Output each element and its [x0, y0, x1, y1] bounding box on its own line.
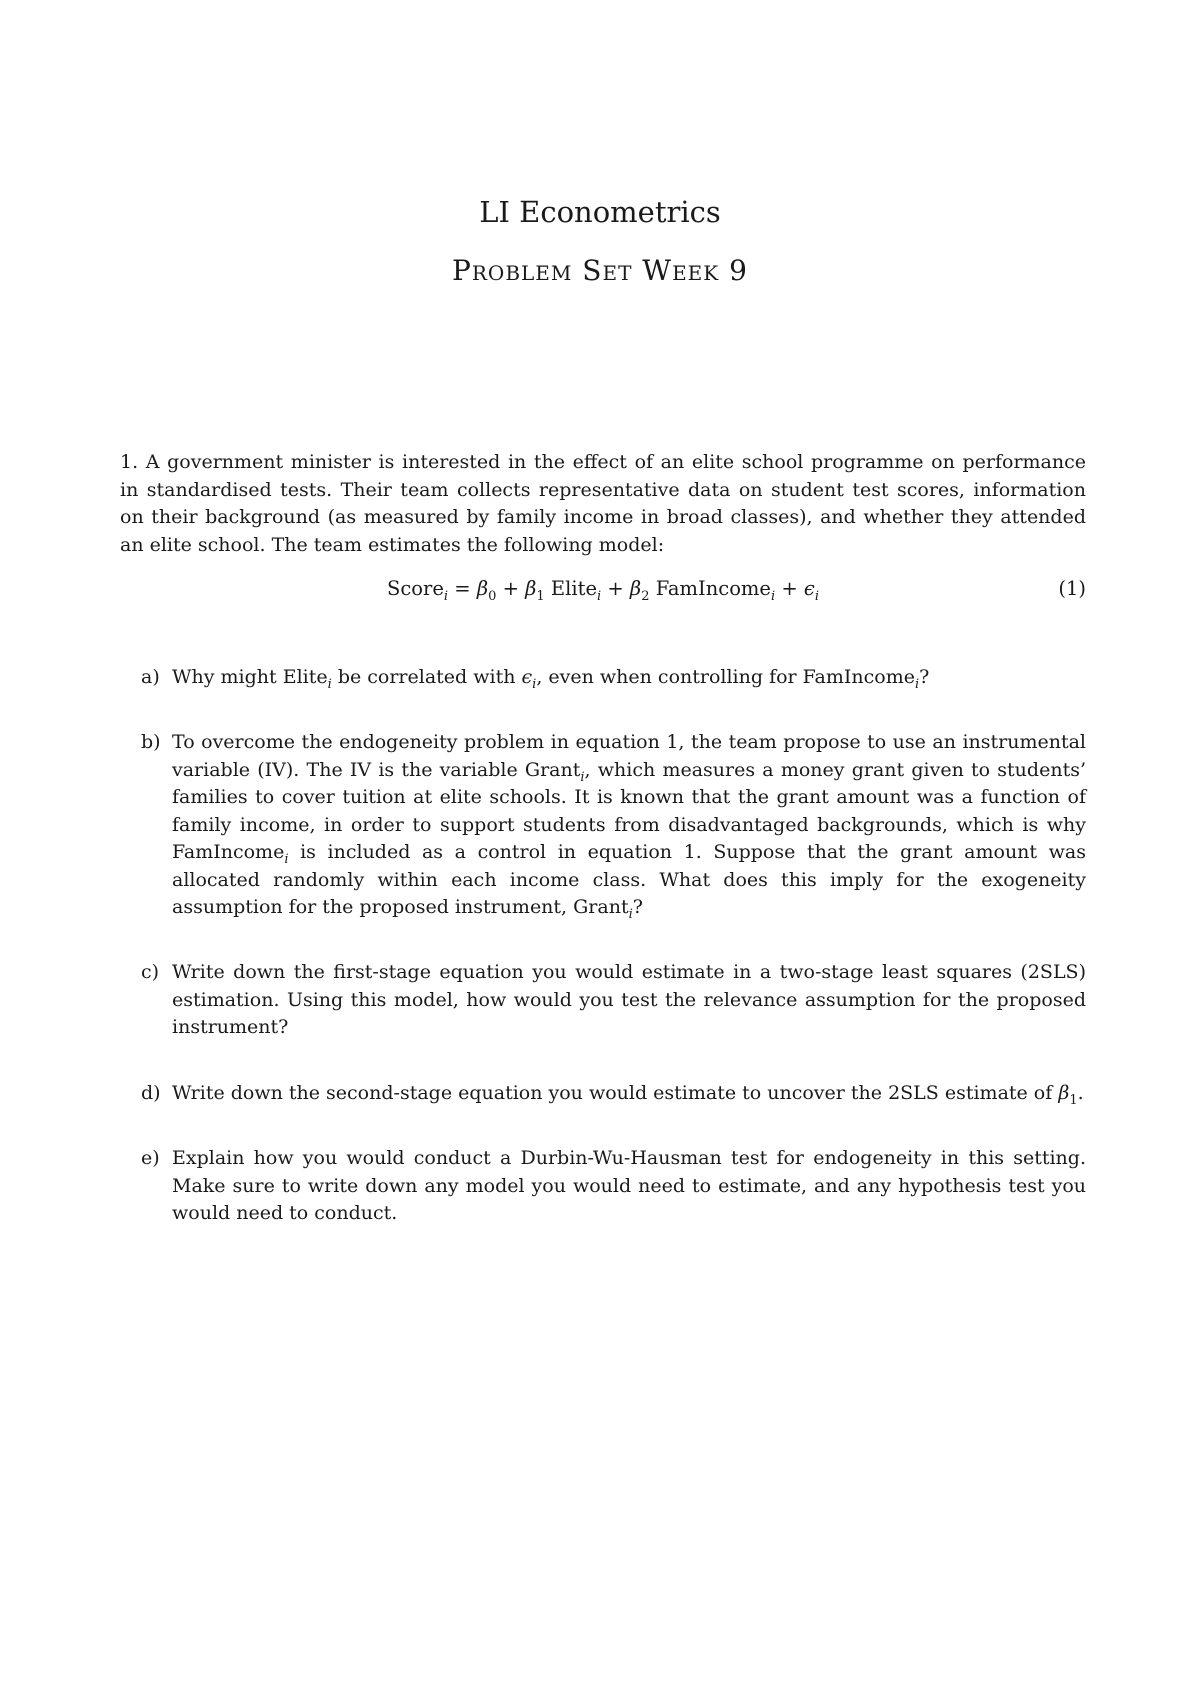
- subquestion-label: c): [141, 961, 160, 983]
- subquestion-text: Write down the first-stage equation you would estimate in a two-stage least squares (2SLS) estimation. Using this model, how would you test the relevance assumption for the proposed instrument?: [172, 961, 1086, 1038]
- eq-score: Score: [387, 577, 444, 600]
- document-subtitle: Problem Set Week 9: [452, 254, 748, 287]
- subquestion-label: d): [141, 1082, 161, 1104]
- text-span: is included as a control in equation 1. Suppose that the grant amount was allocated randomly within each income class. What does this imply for the exogeneity assumption for the proposed instrument, Grant: [172, 841, 1086, 918]
- text-span: ?: [632, 896, 643, 918]
- subquestion-e: [120, 1145, 1086, 1228]
- text-span: be correlated with: [331, 666, 522, 688]
- text-span: , which measures a money grant given to students’ families to cover tuition at elite schools. It is known that the grant amount was a function of family income, in order to support students from disadvantaged backgrounds, which is why FamIncome: [172, 758, 1086, 863]
- question-1-intro: [120, 449, 1086, 559]
- subquestion-text: Why might Elite$_i$ be correlated with $\epsilon_i$, even when controlling for FamIncome$_i$?: [172, 666, 930, 692]
- text-span: , even when controlling for FamIncome: [536, 666, 915, 688]
- subquestion-label: b): [141, 731, 161, 753]
- equation-body: Score$_i$ = $\beta_0 + \beta_1$ Elite$_i$ + $\beta_2$ FamIncome$_i$ + $\epsilon_i$: [387, 577, 819, 604]
- question-intro-text: A government minister is interested in the effect of an elite school programme on performance in standardised tests. Their team collects representative data on student test scores, information on their background (as measured by family income in broad classes), and whether they attended an elite school. The team estimates the following model:: [120, 451, 1086, 556]
- eq-famincome: FamIncome: [655, 577, 771, 600]
- subquestion-text: Write down the second-stage equation you would estimate to uncover the 2SLS estimate of $\beta_1$.: [172, 1082, 1084, 1108]
- document-title: LI Econometrics: [479, 195, 721, 229]
- subquestion-a: [120, 664, 1086, 692]
- question-number: 1.: [120, 451, 139, 473]
- subquestion-label: e): [141, 1147, 160, 1169]
- text-span: Why might Elite: [172, 666, 328, 688]
- subquestion-text: To overcome the endogeneity problem in equation 1, the team propose to use an instrumental variable (IV). The IV is the variable Grant$_i$, which measures a money grant given to students’ families to cover tuition at elite schools. It is known that the grant amount was a function of family income, in order to support students from disadvantaged backgrounds, which is why FamIncome$_i$ is included as a control in equation 1. Suppose that the grant amount was allocated randomly within each income class. What does this imply for the exogeneity assumption for the proposed instrument, Grant$_i$?: [172, 731, 1086, 922]
- eq-elite: Elite: [550, 577, 597, 600]
- title-block: [0, 195, 1200, 287]
- text-span: .: [1077, 1082, 1084, 1104]
- equation-number: (1): [1058, 577, 1086, 600]
- subquestion-b: [120, 729, 1086, 922]
- subquestion-text: Explain how you would conduct a Durbin-Wu-Hausman test for endogeneity in this setting. Make sure to write down any model you would need to estimate, and any hypothesis test you would need to conduct.: [172, 1147, 1086, 1224]
- text-span: ?: [919, 666, 930, 688]
- subquestion-d: [120, 1080, 1086, 1108]
- text-span: To overcome the endogeneity problem in equation 1, the team propose to use an instrumental variable (IV). The IV is the variable Grant: [172, 731, 1086, 781]
- subquestion-label: a): [141, 666, 160, 688]
- text-span: Write down the second-stage equation you would estimate to uncover the 2SLS estimate of: [172, 1082, 1059, 1104]
- subquestion-c: [120, 959, 1086, 1042]
- equation-1: [120, 577, 1086, 607]
